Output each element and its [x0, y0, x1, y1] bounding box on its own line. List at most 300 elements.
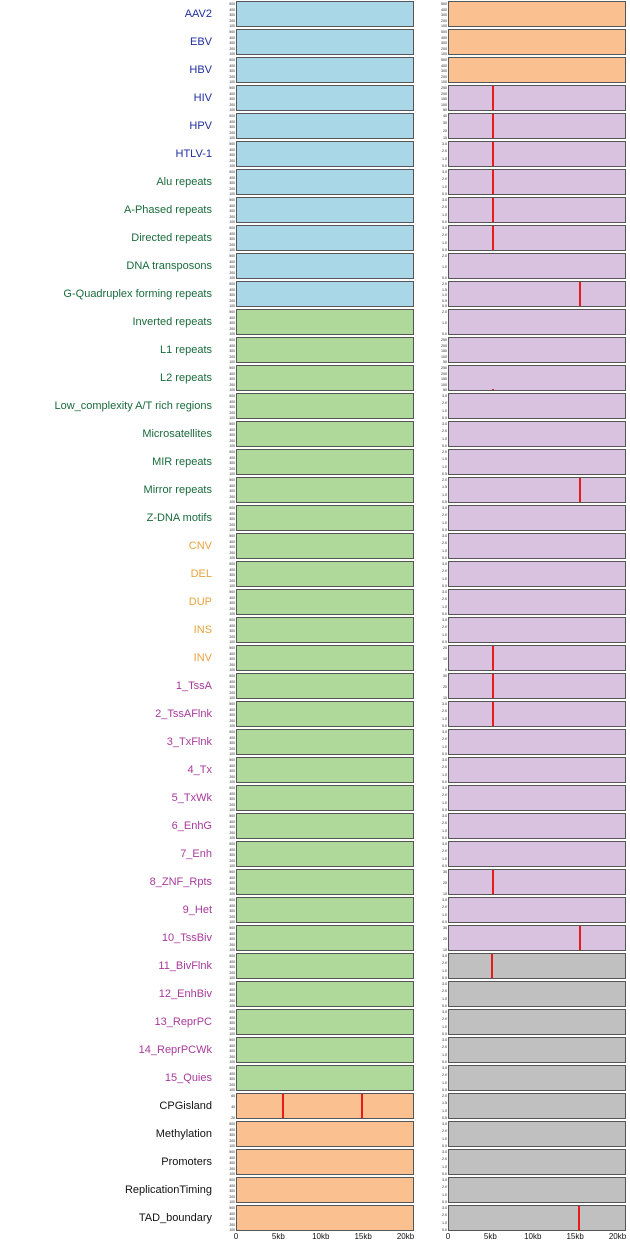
y-tick-label: 2.0: [442, 1017, 447, 1022]
y-axis-ticks: [430, 785, 448, 811]
track-panel-a: [236, 645, 414, 671]
y-tick-label: 0.0: [442, 780, 447, 784]
y-axis-ticks: [430, 1, 448, 27]
track-label: 7_Enh: [180, 848, 212, 860]
peak-bar: [491, 954, 493, 978]
y-tick-label: 200: [229, 1194, 235, 1199]
y-tick-label: 1.0: [442, 156, 447, 161]
y-tick-label: 0.0: [442, 920, 447, 924]
y-tick-label: 40: [443, 114, 447, 118]
y-axis-ticks: [430, 85, 448, 111]
track-row: [0, 868, 630, 896]
track-panel-a: [236, 449, 414, 475]
panel-gap: [414, 561, 430, 587]
y-tick-label: 300: [441, 41, 447, 45]
y-tick-label: 1.0: [442, 828, 447, 833]
panel-gap: [414, 393, 430, 419]
y-tick-label: 500: [229, 366, 235, 370]
track-panel-b: [448, 113, 626, 139]
track-label: INV: [193, 652, 212, 664]
y-axis-ticks: [430, 505, 448, 531]
y-tick-label: 400: [229, 1015, 235, 1020]
y-tick-label: 500: [441, 30, 447, 34]
track-row: [0, 728, 630, 756]
y-tick-label: 300: [229, 545, 235, 549]
y-tick-label: 100: [441, 354, 447, 359]
y-axis-ticks: [430, 337, 448, 363]
y-tick-label: 1.0: [442, 1108, 447, 1113]
y-tick-label: 200: [229, 326, 235, 331]
track-panel-b: [448, 309, 626, 335]
track-row: [0, 784, 630, 812]
peak-bar: [492, 674, 494, 698]
y-tick-label: 500: [229, 170, 235, 174]
panel-gap: [414, 1009, 430, 1035]
y-tick-label: 300: [229, 685, 235, 689]
y-tick-label: 30: [443, 870, 447, 874]
y-tick-label: 2.0: [442, 401, 447, 406]
y-axis-ticks: [430, 645, 448, 671]
panel-gap: [414, 729, 430, 755]
y-tick-label: 400: [229, 511, 235, 516]
track-label: Directed repeats: [131, 232, 212, 244]
y-tick-label: 400: [229, 231, 235, 236]
y-tick-label: 3.0: [442, 506, 447, 510]
y-tick-label: 100: [229, 864, 235, 868]
y-tick-label: 200: [229, 1222, 235, 1227]
y-tick-label: 3.0: [442, 1150, 447, 1154]
y-tick-label: 1.0: [442, 293, 447, 297]
x-tick-label: 15kb: [566, 1232, 584, 1241]
y-tick-label: 100: [229, 752, 235, 756]
track-row: [0, 280, 630, 308]
y-tick-label: 200: [229, 1026, 235, 1031]
track-label: 15_Quies: [164, 1072, 212, 1084]
y-axis-ticks: [430, 617, 448, 643]
y-axis-ticks: [218, 757, 236, 783]
y-tick-label: 300: [229, 853, 235, 857]
y-axis-ticks: [430, 1037, 448, 1063]
y-tick-label: 1.0: [442, 744, 447, 749]
y-tick-label: 0.5: [442, 298, 447, 303]
y-tick-label: 200: [229, 186, 235, 191]
panel-gap: [414, 645, 430, 671]
track-row: [0, 1120, 630, 1148]
y-tick-label: 400: [229, 35, 235, 40]
y-tick-label: 2.0: [442, 793, 447, 798]
track-panel-b: [448, 701, 626, 727]
track-panel-a: [236, 953, 414, 979]
y-tick-label: 3.0: [442, 786, 447, 790]
y-axis-ticks: [430, 365, 448, 391]
y-tick-label: 300: [229, 97, 235, 101]
y-tick-label: 500: [229, 898, 235, 902]
y-tick-label: 0.0: [442, 556, 447, 560]
y-tick-label: 100: [229, 332, 235, 336]
track-panel-a: [236, 57, 414, 83]
y-axis-ticks: [218, 449, 236, 475]
y-axis-ticks: [430, 169, 448, 195]
panel-gap: [414, 197, 430, 223]
panel-gap: [414, 925, 430, 951]
y-tick-label: 1.0: [442, 1052, 447, 1057]
y-tick-label: 500: [229, 394, 235, 398]
panel-gap: [414, 281, 430, 307]
y-tick-label: 0.0: [442, 864, 447, 868]
track-label: DEL: [190, 568, 212, 580]
y-axis-ticks: [218, 393, 236, 419]
y-tick-label: 2.0: [442, 905, 447, 910]
y-tick-label: 300: [229, 517, 235, 521]
track-row: [0, 504, 630, 532]
y-axis-ticks: [430, 813, 448, 839]
panel-gap: [414, 589, 430, 615]
y-tick-label: 3.0: [442, 814, 447, 818]
y-tick-label: 100: [229, 612, 235, 616]
track-label: HPV: [189, 120, 212, 132]
panel-gap: [414, 1093, 430, 1119]
track-panel-b: [448, 813, 626, 839]
y-axis-ticks: [218, 533, 236, 559]
y-tick-label: 300: [229, 713, 235, 717]
track-label: Methylation: [155, 1128, 212, 1140]
y-tick-label: 400: [229, 147, 235, 152]
y-tick-label: 500: [229, 1178, 235, 1182]
y-tick-label: 3.0: [442, 170, 447, 174]
y-tick-label: 400: [229, 903, 235, 908]
peak-bar: [492, 114, 494, 138]
y-tick-label: 400: [229, 427, 235, 432]
y-tick-label: 200: [229, 578, 235, 583]
y-tick-label: 0.0: [442, 752, 447, 756]
track-panel-b: [448, 757, 626, 783]
track-label: HTLV-1: [175, 148, 212, 160]
y-tick-label: 2.0: [442, 625, 447, 630]
track-panel-a: [236, 421, 414, 447]
y-tick-label: 400: [229, 399, 235, 404]
x-axis-panel-b: [445, 1232, 627, 1252]
y-tick-label: 500: [229, 674, 235, 678]
y-tick-label: 500: [229, 954, 235, 958]
track-panel-a: [236, 1205, 414, 1231]
panel-gap: [414, 617, 430, 643]
y-tick-label: 400: [229, 1127, 235, 1132]
y-axis-ticks: [218, 1149, 236, 1175]
y-tick-label: 400: [229, 567, 235, 572]
track-panel-b: [448, 1065, 626, 1091]
y-tick-label: 500: [229, 338, 235, 342]
y-tick-label: 400: [229, 623, 235, 628]
track-panel-a: [236, 1, 414, 27]
y-axis-ticks: [430, 1093, 448, 1119]
track-panel-b: [448, 477, 626, 503]
y-tick-label: 500: [229, 842, 235, 846]
track-panel-a: [236, 113, 414, 139]
y-tick-label: 500: [229, 1206, 235, 1210]
track-panel-a: [236, 589, 414, 615]
y-tick-label: 100: [229, 1004, 235, 1008]
y-axis-ticks: [430, 57, 448, 83]
y-tick-label: 200: [229, 970, 235, 975]
y-tick-label: 1.0: [442, 408, 447, 413]
y-tick-label: 100: [441, 382, 447, 387]
track-panel-b: [448, 85, 626, 111]
y-tick-label: 3.0: [442, 1178, 447, 1182]
y-tick-label: 1.0: [442, 265, 447, 269]
peak-bar: [579, 282, 581, 306]
y-tick-label: 100: [229, 444, 235, 448]
y-tick-label: 0.5: [442, 1116, 447, 1120]
y-tick-label: 300: [229, 237, 235, 241]
y-tick-label: 2.0: [442, 149, 447, 154]
y-tick-label: 200: [229, 438, 235, 443]
track-label: Z-DNA motifs: [146, 512, 212, 524]
track-row: [0, 616, 630, 644]
y-tick-label: 2.0: [442, 1157, 447, 1162]
y-tick-label: 3.0: [442, 142, 447, 146]
track-row: [0, 924, 630, 952]
y-tick-label: 100: [229, 276, 235, 280]
y-tick-label: 200: [229, 606, 235, 611]
y-tick-label: 400: [229, 315, 235, 320]
y-tick-label: 50: [443, 388, 447, 392]
y-tick-label: 100: [229, 668, 235, 672]
y-tick-label: 100: [229, 780, 235, 784]
track-panel-a: [236, 477, 414, 503]
track-row: [0, 112, 630, 140]
track-panel-b: [448, 561, 626, 587]
track-row: [0, 308, 630, 336]
y-tick-label: 200: [229, 270, 235, 275]
y-tick-label: 300: [229, 909, 235, 913]
y-tick-label: 2.0: [442, 1185, 447, 1190]
y-tick-label: 500: [229, 870, 235, 874]
track-panel-b: [448, 141, 626, 167]
y-tick-label: 3.0: [442, 198, 447, 202]
y-tick-label: 400: [229, 1183, 235, 1188]
y-tick-label: 0.0: [442, 1004, 447, 1008]
y-tick-label: 10: [443, 657, 447, 661]
y-tick-label: 1.0: [442, 1080, 447, 1085]
track-panel-b: [448, 841, 626, 867]
track-panel-a: [236, 533, 414, 559]
y-axis-ticks: [430, 673, 448, 699]
y-tick-label: 3.0: [442, 394, 447, 398]
track-panel-b: [448, 981, 626, 1007]
track-row: [0, 364, 630, 392]
track-panel-a: [236, 729, 414, 755]
y-axis-ticks: [218, 421, 236, 447]
y-tick-label: 100: [229, 24, 235, 28]
y-tick-label: 60: [231, 1094, 235, 1098]
y-tick-label: 1.0: [442, 604, 447, 609]
y-tick-label: 0.0: [442, 192, 447, 196]
y-axis-ticks: [218, 729, 236, 755]
x-axis-panel-a: [233, 1232, 415, 1252]
y-tick-label: 2.0: [442, 513, 447, 518]
y-tick-label: 200: [229, 942, 235, 947]
y-tick-label: 2.0: [442, 254, 447, 258]
y-tick-label: 300: [229, 125, 235, 129]
track-panel-b: [448, 1149, 626, 1175]
track-row: [0, 56, 630, 84]
x-tick-label: 20kb: [396, 1232, 415, 1241]
track-panel-b: [448, 169, 626, 195]
track-panel-b: [448, 1037, 626, 1063]
y-tick-label: 400: [229, 931, 235, 936]
track-panel-a: [236, 85, 414, 111]
y-tick-label: 0.0: [442, 1032, 447, 1036]
y-tick-label: 0.5: [442, 500, 447, 504]
y-tick-label: 300: [229, 293, 235, 297]
y-tick-label: 3.0: [442, 1066, 447, 1070]
y-tick-label: 300: [229, 573, 235, 577]
y-tick-label: 1.0: [442, 492, 447, 497]
y-tick-label: 1.0: [442, 184, 447, 189]
y-tick-label: 2.0: [442, 177, 447, 182]
track-label: Alu repeats: [156, 176, 212, 188]
y-tick-label: 500: [229, 30, 235, 34]
y-tick-label: 400: [229, 1071, 235, 1076]
track-label: 8_ZNF_Rpts: [149, 876, 212, 888]
y-tick-label: 0.0: [442, 1200, 447, 1204]
y-tick-label: 2.0: [442, 541, 447, 546]
track-label: AAV2: [184, 8, 212, 20]
panel-gap: [414, 29, 430, 55]
y-tick-label: 3.0: [442, 1122, 447, 1126]
panel-gap: [414, 141, 430, 167]
track-row: [0, 952, 630, 980]
y-tick-label: 30: [443, 674, 447, 678]
panel-gap: [414, 309, 430, 335]
y-tick-label: 10: [443, 136, 447, 140]
y-axis-ticks: [430, 113, 448, 139]
y-tick-label: 1.0: [442, 464, 447, 469]
panel-gap: [414, 841, 430, 867]
track-panel-a: [236, 505, 414, 531]
y-tick-label: 2.0: [442, 597, 447, 602]
y-tick-label: 20: [443, 646, 447, 650]
y-axis-ticks: [218, 1093, 236, 1119]
y-tick-label: 100: [441, 102, 447, 107]
y-tick-label: 1.5: [442, 1101, 447, 1106]
y-tick-label: 500: [229, 254, 235, 258]
y-tick-label: 2.0: [442, 233, 447, 238]
track-panel-b: [448, 421, 626, 447]
y-tick-label: 300: [441, 13, 447, 17]
y-tick-label: 200: [229, 550, 235, 555]
y-tick-label: 300: [229, 797, 235, 801]
track-row: [0, 224, 630, 252]
y-tick-label: 2.0: [442, 205, 447, 210]
y-tick-label: 250: [441, 86, 447, 90]
y-axis-ticks: [430, 897, 448, 923]
y-tick-label: 1.0: [442, 800, 447, 805]
y-axis-ticks: [218, 813, 236, 839]
track-label: 5_TxWk: [171, 792, 212, 804]
track-row: [0, 420, 630, 448]
track-row: [0, 700, 630, 728]
y-tick-label: 1.0: [442, 576, 447, 581]
y-axis-ticks: [218, 29, 236, 55]
y-tick-label: 100: [229, 1172, 235, 1176]
y-tick-label: 200: [229, 858, 235, 863]
track-row: [0, 588, 630, 616]
y-tick-label: 2.0: [442, 1073, 447, 1078]
y-tick-label: 250: [441, 366, 447, 370]
y-tick-label: 100: [229, 808, 235, 812]
track-label: ReplicationTiming: [124, 1184, 212, 1196]
panel-gap: [414, 169, 430, 195]
y-tick-label: 20: [443, 128, 447, 133]
y-tick-label: 3.0: [442, 758, 447, 762]
y-axis-ticks: [218, 281, 236, 307]
y-tick-label: 100: [229, 248, 235, 252]
track-panel-b: [448, 197, 626, 223]
y-tick-label: 100: [229, 528, 235, 532]
track-panel-a: [236, 1177, 414, 1203]
y-tick-label: 2.0: [442, 709, 447, 714]
track-panel-b: [448, 1121, 626, 1147]
panel-gap: [414, 1037, 430, 1063]
y-tick-label: 0.0: [442, 276, 447, 280]
y-tick-label: 2.0: [442, 1045, 447, 1050]
y-tick-label: 0.0: [442, 1228, 447, 1232]
y-tick-label: 500: [229, 590, 235, 594]
track-panel-a: [236, 1065, 414, 1091]
y-tick-label: 3.0: [442, 898, 447, 902]
track-label: DNA transposons: [126, 260, 212, 272]
y-tick-label: 400: [229, 1155, 235, 1160]
y-tick-label: 20: [443, 937, 447, 941]
y-tick-label: 200: [229, 886, 235, 891]
y-tick-label: 0.0: [442, 1144, 447, 1148]
track-label: DUP: [188, 596, 212, 608]
y-tick-label: 20: [443, 685, 447, 689]
y-tick-label: 500: [229, 226, 235, 230]
y-axis-ticks: [218, 505, 236, 531]
y-tick-label: 10: [443, 696, 447, 700]
y-tick-label: 1.0: [442, 772, 447, 777]
y-tick-label: 300: [229, 1161, 235, 1165]
y-axis-ticks: [430, 953, 448, 979]
y-tick-label: 2.0: [442, 282, 447, 286]
y-tick-label: 100: [441, 52, 447, 56]
track-row: [0, 168, 630, 196]
y-axis-ticks: [430, 925, 448, 951]
y-tick-label: 200: [229, 746, 235, 751]
panel-gap: [414, 1, 430, 27]
track-row: [0, 140, 630, 168]
y-tick-label: 200: [229, 102, 235, 107]
track-row: [0, 1204, 630, 1232]
y-tick-label: 3.0: [442, 562, 447, 566]
y-tick-label: 100: [229, 136, 235, 140]
y-tick-label: 400: [229, 679, 235, 684]
track-label: L2 repeats: [160, 372, 212, 384]
track-panel-a: [236, 1121, 414, 1147]
y-tick-label: 200: [441, 18, 447, 23]
y-tick-label: 500: [229, 86, 235, 90]
panel-gap: [414, 1065, 430, 1091]
y-tick-label: 400: [229, 875, 235, 880]
track-panel-b: [448, 589, 626, 615]
track-panel-b: [448, 1205, 626, 1231]
y-tick-label: 2.0: [442, 1129, 447, 1134]
track-row: [0, 448, 630, 476]
y-axis-ticks: [218, 645, 236, 671]
y-tick-label: 300: [229, 741, 235, 745]
